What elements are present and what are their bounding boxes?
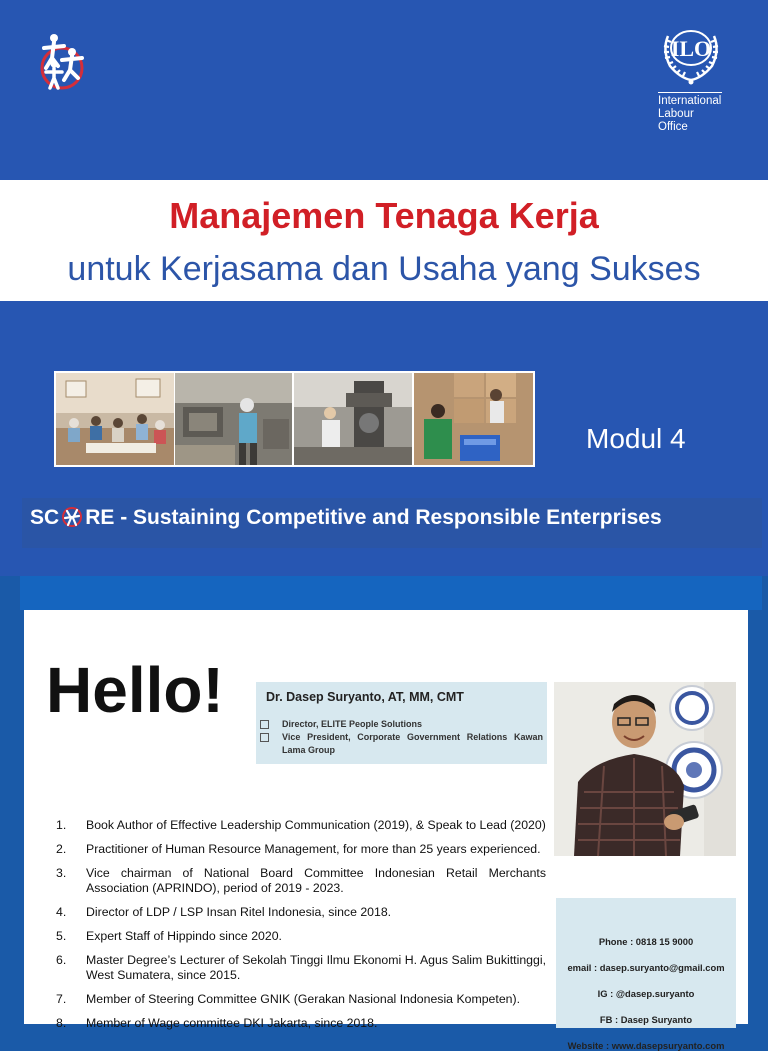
speaker-photo	[554, 682, 736, 856]
checkbox-bullet-icon	[260, 720, 269, 729]
list-item-text: Vice chairman of National Board Committee Indonesian Retail Merchants Association (APRINDO), period of 2019 - 2023.	[86, 866, 546, 895]
list-item	[56, 1016, 546, 1031]
list-item	[56, 929, 546, 944]
ilo-logo	[656, 24, 728, 144]
list-item-text: Book Author of Effective Leadership Communication (2019), & Speak to Lead (2020)	[86, 818, 546, 832]
contact-box	[556, 898, 736, 1051]
module-label: Modul 4	[586, 423, 686, 454]
ilo-divider	[658, 92, 722, 93]
list-item	[56, 866, 546, 896]
list-item-number: 2.	[56, 842, 67, 856]
score-o-people-icon	[59, 506, 85, 528]
list-item	[56, 953, 546, 983]
ilo-name-line-3: Office	[658, 121, 688, 133]
list-item-number: 6.	[56, 953, 67, 967]
list-item	[56, 818, 546, 833]
list-item-text: Member of Steering Committee GNIK (Gerakan Nasional Indonesia Kompeten).	[86, 992, 521, 1006]
score-banner-text	[30, 506, 662, 530]
photo-machinery	[294, 373, 412, 465]
list-item-number: 7.	[56, 992, 67, 1006]
bio-page	[24, 610, 748, 1051]
photo-strip	[54, 371, 535, 467]
slide-title: Manajemen Tenaga Kerja	[169, 195, 599, 236]
ilo-emblem-icon	[658, 24, 724, 86]
roles-list	[258, 718, 543, 757]
list-item	[56, 992, 546, 1007]
hello-heading: Hello!	[46, 654, 224, 726]
role-text: Vice President, Corporate Government Relations Kawan Lama Group	[282, 732, 543, 755]
list-item-number: 3.	[56, 866, 67, 880]
ilo-name-line-2: Labour	[658, 108, 694, 120]
photo-workshop	[175, 373, 292, 465]
contact-facebook: FB : Dasep Suryanto	[599, 1014, 693, 1025]
contact-website: Website : www.dasepsuryanto.com	[567, 1040, 725, 1051]
score-banner	[22, 498, 762, 548]
list-item-number: 5.	[56, 929, 67, 943]
role-item	[258, 718, 543, 731]
score-people-logo-icon	[34, 30, 90, 94]
list-item-number: 1.	[56, 818, 67, 832]
list-item-text: Practitioner of Human Resource Management, for more than 25 years experienced.	[86, 842, 541, 856]
photo-packaging	[414, 373, 533, 465]
list-item-text: Master Degree’s Lecturer of Sekolah Tinggi Ilmu Ekonomi H. Agus Salim Bukittinggi, West Sumatera, since 2015.	[86, 953, 546, 982]
ilo-name	[658, 95, 738, 134]
list-item-number: 4.	[56, 905, 67, 919]
photo-training-room	[56, 373, 174, 465]
contact-email: email : dasep.suryanto@gmail.com	[567, 962, 725, 973]
list-item	[56, 905, 546, 920]
svg-text:ILO: ILO	[670, 36, 712, 61]
score-prefix: SC	[30, 506, 60, 529]
bio-slide	[0, 576, 768, 1051]
contact-instagram: IG : @dasep.suryanto	[597, 988, 695, 999]
list-item	[56, 842, 546, 857]
credentials-list	[56, 818, 546, 1040]
role-text: Director, ELITE People Solutions	[282, 719, 423, 729]
score-rest: RE - Sustaining Competitive and Responsible Enterprises	[85, 506, 662, 529]
checkbox-bullet-icon	[260, 733, 269, 742]
ilo-name-line-1: International	[658, 95, 722, 107]
list-item-number: 8.	[56, 1016, 67, 1030]
role-item	[258, 731, 543, 757]
list-item-text: Director of LDP / LSP Insan Ritel Indonesia, since 2018.	[86, 905, 392, 919]
list-item-text: Member of Wage committee DKI Jakarta, since 2018.	[86, 1016, 378, 1030]
list-item-text: Expert Staff of Hippindo since 2020.	[86, 929, 282, 943]
slide-subtitle: untuk Kerjasama dan Usaha yang Sukses	[67, 250, 701, 288]
name-box	[256, 682, 547, 764]
contact-phone: Phone : 0818 15 9000	[598, 936, 694, 947]
bio-top-bar	[20, 576, 762, 610]
speaker-name: Dr. Dasep Suryanto, AT, MM, CMT	[266, 690, 464, 704]
